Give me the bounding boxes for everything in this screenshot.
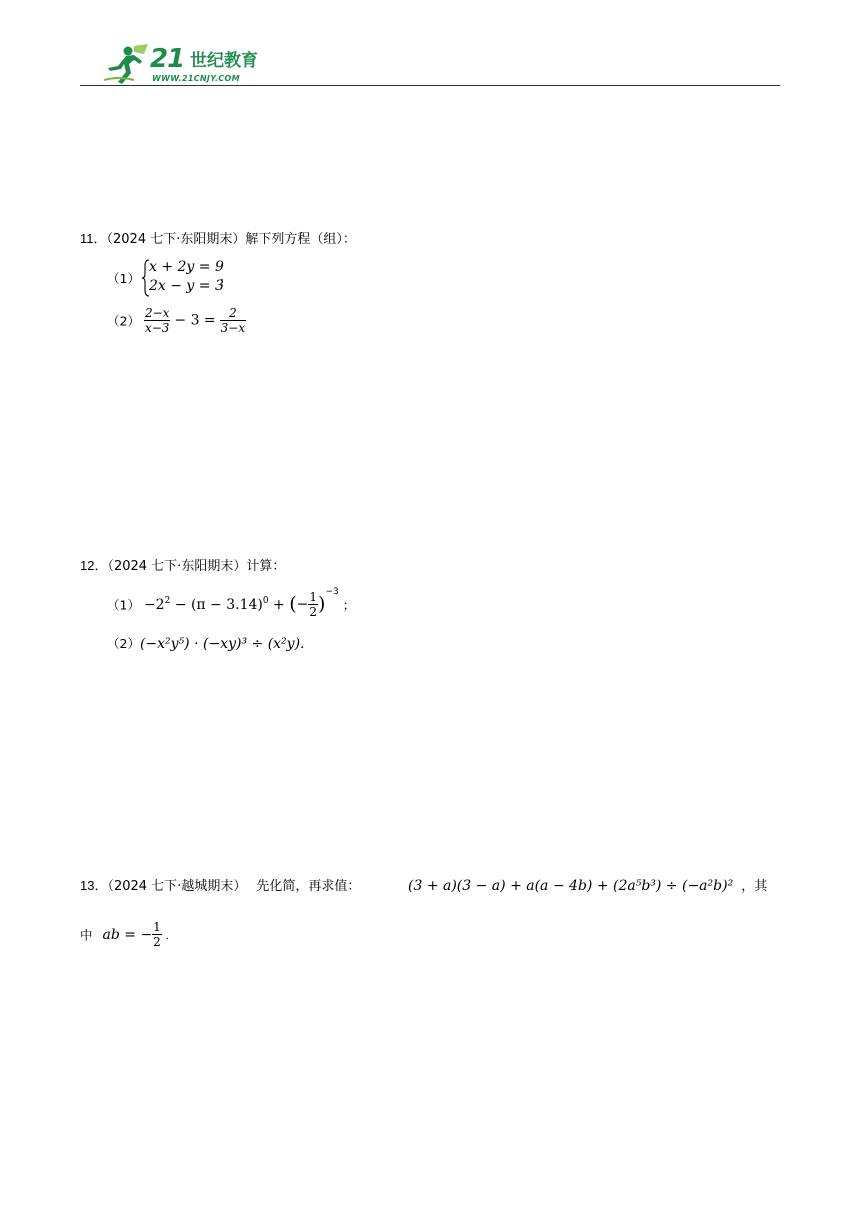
header-divider	[80, 85, 780, 86]
expression: (−x²y⁵) · (−xy)³ ÷ (x²y).	[139, 636, 305, 652]
question-number: 11．	[80, 231, 107, 246]
system-equation-2: 2x − y = 3	[149, 278, 224, 294]
logo-url-text: WWW.21CNJY.COM	[152, 74, 240, 83]
question-13-expression-line	[408, 876, 767, 897]
fraction-one-half	[308, 590, 318, 619]
exponent: −3	[325, 587, 339, 597]
question-11-heading	[80, 229, 356, 250]
page-header	[80, 38, 780, 88]
question-12-heading	[80, 556, 285, 577]
line-terminator: ．	[165, 931, 176, 942]
right-paren: )	[318, 593, 326, 615]
running-man-logo-icon	[104, 42, 150, 84]
minus-sign: −	[296, 596, 309, 613]
question-13-line-2	[80, 920, 176, 949]
condition-expression: ab = −	[102, 926, 153, 943]
fraction-denominator: x−3	[144, 321, 170, 335]
fraction-rhs	[220, 306, 246, 335]
question-number: 13．	[80, 878, 108, 893]
question-source: （2024 七下·越城期末）	[107, 879, 247, 894]
logo-chinese-text: 世纪教育	[190, 51, 258, 71]
question-13-heading	[80, 876, 360, 897]
fraction-numerator: 2−x	[144, 306, 170, 320]
question-11-part-2	[107, 306, 246, 335]
system-equation-1: x + 2y = 9	[149, 259, 224, 275]
question-prompt: 先化简，再求值：	[256, 879, 361, 894]
question-prompt: 计算：	[246, 559, 286, 574]
part-label: （2）	[107, 313, 140, 329]
equation-middle: − 3 =	[174, 312, 216, 329]
fraction-numerator: 1	[309, 590, 318, 604]
left-paren: (	[289, 593, 297, 615]
question-source: （2024 七下·东阳期末）	[107, 559, 247, 574]
part-label: （2）	[107, 636, 140, 651]
fraction-one-half	[152, 920, 162, 949]
question-prompt: 解下列方程（组）：	[245, 232, 356, 247]
logo-21-text: 21	[150, 44, 185, 74]
part-terminator: ；	[342, 597, 356, 613]
expression-term-1: $-2^2 - (\pi - 3.14)^0$ +	[143, 595, 290, 613]
expression: (3 + a)(3 − a) + a(a − 4b) + (2a⁵b³) ÷ (−a²b)²	[408, 878, 734, 894]
part-label: （1）	[107, 271, 140, 286]
fraction-numerator: 1	[153, 920, 161, 934]
line-prefix: 中	[80, 927, 93, 943]
question-number: 12．	[80, 558, 108, 573]
fraction-denominator: 3−x	[220, 321, 246, 335]
part-terminator: ；	[219, 274, 232, 289]
fraction-numerator: 2	[220, 306, 246, 321]
fraction-denominator: 2	[153, 935, 161, 949]
question-12-part-2	[107, 634, 304, 652]
question-source: （2024 七下·东阳期末）	[106, 232, 246, 247]
part-label: （1）	[107, 597, 140, 613]
expression-tail: ，其	[741, 879, 768, 894]
question-12-part-1	[107, 587, 356, 619]
fraction-denominator: 2	[309, 605, 318, 619]
fraction-lhs	[144, 306, 170, 335]
